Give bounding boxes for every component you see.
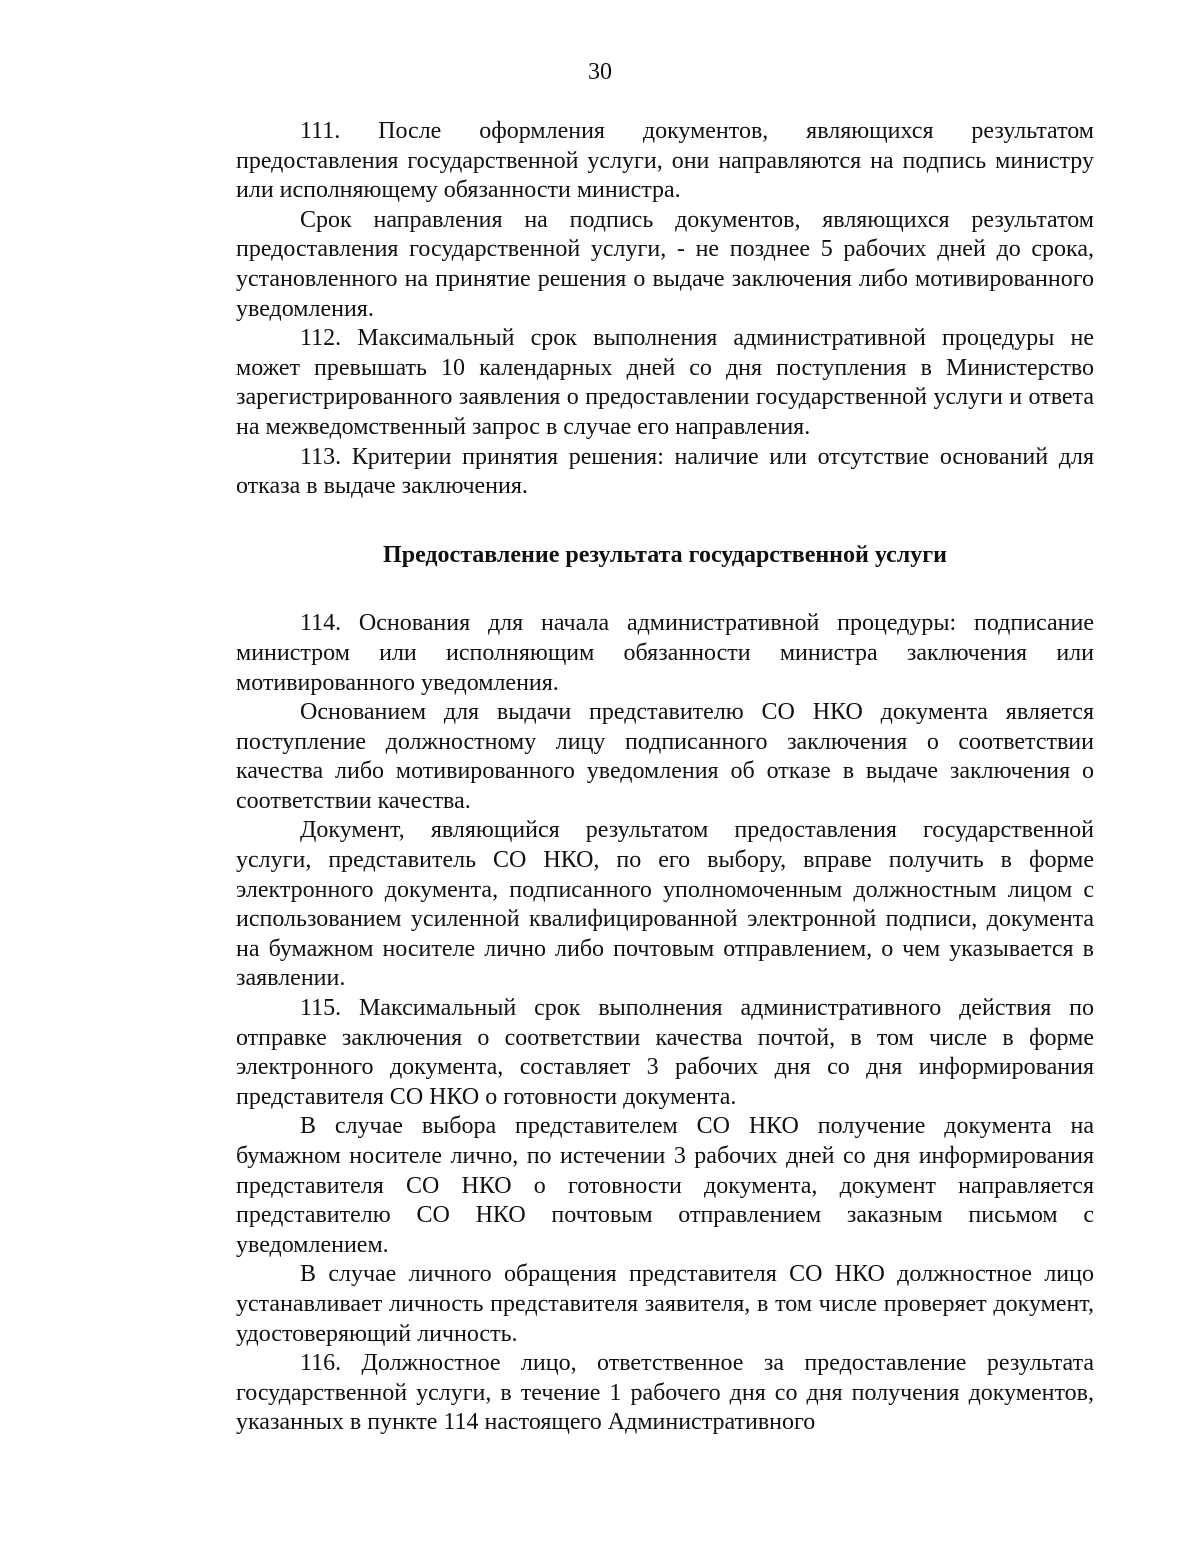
- paragraph-result-form: Документ, являющийся результатом предоставления государственной услуги, представитель СО НКО, по его выбору, вправе получить в форме электронного документа, подписанного уполномоченным должностным лицом с использованием усиленной квалифицированной электронной подписи, документа на бумажном носителе лично либо почтовым отправлением, о чем указывается в заявлении.: [236, 817, 1094, 992]
- paragraph-personal-visit: В случае личного обращения представителя СО НКО должностное лицо устанавливает личность представителя заявителя, в том числе проверяет документ, удостоверяющий личность.: [236, 1261, 1094, 1347]
- paragraph-113: 113. Критерии принятия решения: наличие или отсутствие оснований для отказа в выдаче заключения.: [236, 443, 1094, 500]
- paragraph-114: 114. Основания для начала административной процедуры: подписание министром или исполняющим обязанности министра заключения или мотивированного уведомления.: [236, 610, 1094, 696]
- paragraph-116: 116. Должностное лицо, ответственное за предоставление результата государственной услуги, в течение 1 рабочего дня со дня получения документов, указанных в пункте 114 настоящего Административного: [236, 1350, 1094, 1436]
- document-body: [236, 117, 1094, 1438]
- section-heading: Предоставление результата государственной услуги: [383, 541, 947, 568]
- paragraph-paper-delivery: В случае выбора представителем СО НКО получение документа на бумажном носителе лично, по истечении 3 рабочих дней со дня информирования представителя СО НКО о готовности документа, документ направляется представителю СО НКО почтовым отправлением заказным письмом с уведомлением.: [236, 1113, 1094, 1258]
- paragraph-111: 111. После оформления документов, являющихся результатом предоставления государственной услуги, они направляются на подпись министру или исполняющему обязанности министра.: [236, 118, 1094, 204]
- paragraph-112: 112. Максимальный срок выполнения административной процедуры не может превышать 10 календарных дней со дня поступления в Министерство зарегистрированного заявления о предоставлении государственной услуги и ответа на межведомственный запрос в случае его направления.: [236, 325, 1094, 440]
- page-number: 30: [588, 59, 612, 85]
- paragraph-issuance-basis: Основанием для выдачи представителю СО НКО документа является поступление должностному лицу подписанного заключения о соответствии качества либо мотивированного уведомления об отказе в выдаче заключения о соответствии качества.: [236, 699, 1094, 814]
- paragraph-115: 115. Максимальный срок выполнения административного действия по отправке заключения о соответствии качества почтой, в том числе в форме электронного документа, составляет 3 рабочих дня со дня информирования представителя СО НКО о готовности документа.: [236, 995, 1094, 1110]
- paragraph-signing-deadline: Срок направления на подпись документов, являющихся результатом предоставления государственной услуги, - не позднее 5 рабочих дней до срока, установленного на принятие решения о выдаче заключения либо мотивированного уведомления.: [236, 206, 1094, 322]
